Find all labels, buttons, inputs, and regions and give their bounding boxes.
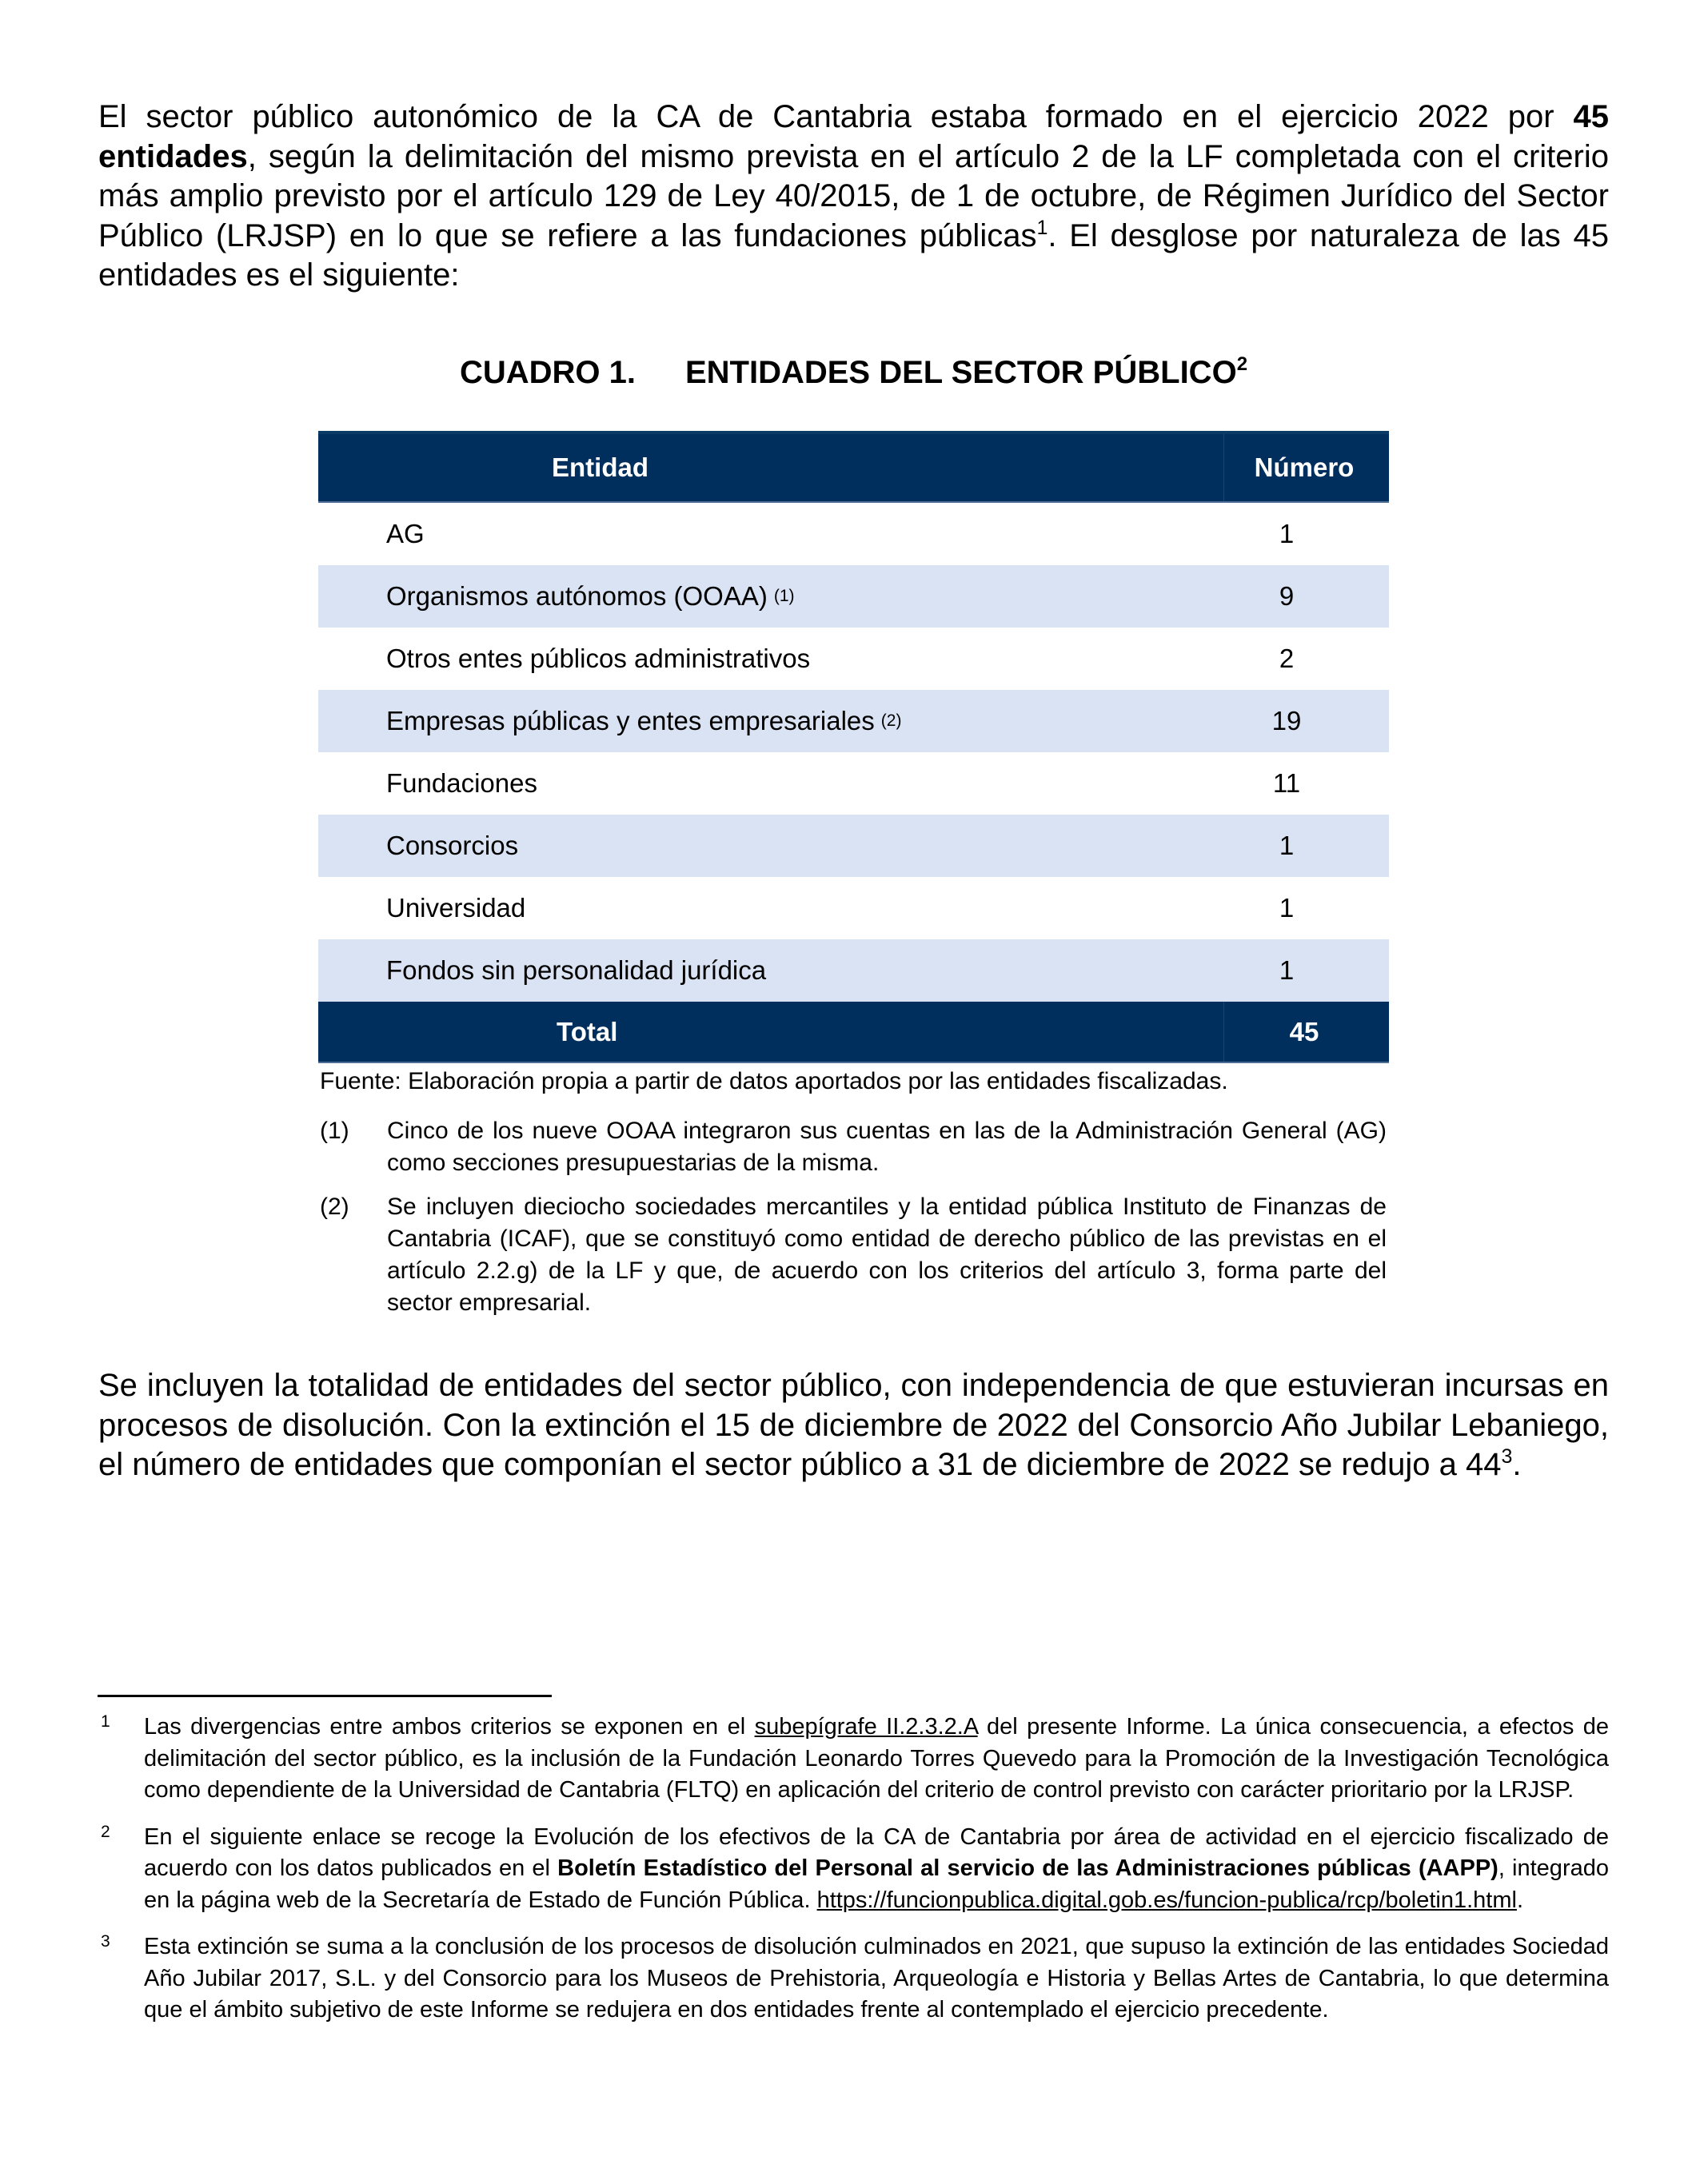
intro-text-2: , según la delimitación del mismo prevista en el artículo 2 de la LF completada con el criterio más amplio previsto por el artículo 129 de Ley 40/2015, de 1 de octubre, de Régimen Jurídico del Sector Público (LRJSP) en lo que se refiere a las fundaciones públicas bbox=[98, 138, 1609, 253]
table-row bbox=[318, 503, 1389, 565]
subepigrafe-link[interactable]: subepígrafe II.2.3.2.A bbox=[754, 1714, 978, 1740]
footnote-text-part: . bbox=[1516, 1887, 1523, 1913]
after-end: . bbox=[1512, 1447, 1522, 1482]
entity-count: 1 bbox=[1279, 831, 1295, 860]
row-entity: Empresas públicas y entes empresariales (2) bbox=[386, 706, 902, 735]
footnote-text-part: , integrado en la página web de la Secretaría de Estado de Función Pública. bbox=[144, 1855, 1609, 1913]
entity-label: Organismos autónomos (OOAA) bbox=[386, 581, 768, 611]
boletin-url-link[interactable]: https://funcionpublica.digital.gob.es/funcion-publica/rcp/boletin1.html bbox=[816, 1887, 1517, 1913]
footnote-bold-title: Boletín Estadístico del Personal al servicio de las Administraciones públicas (AAPP) bbox=[557, 1855, 1498, 1881]
entity-count: 2 bbox=[1279, 644, 1295, 673]
total-number: 45 bbox=[1289, 1016, 1319, 1046]
table-header-row bbox=[318, 431, 1389, 503]
footnote-3 bbox=[98, 1931, 1609, 2027]
row-number bbox=[1224, 565, 1389, 628]
table-row bbox=[318, 939, 1389, 1002]
intro-text-1: El sector público autonómico de la CA de Cantabria estaba formado en el ejercicio 2022 por bbox=[98, 99, 1574, 134]
total-label: Total bbox=[557, 1016, 618, 1046]
row-number bbox=[1224, 939, 1389, 1002]
footnote-text: Esta extinción se suma a la conclusión de los procesos de disolución culminados en 2021, que supuso la extinción de las entidades Sociedad Año Jubilar 2017, S.L. y del Consorcio para los Museos de Prehistoria, Arqueología e Historia y Bellas Artes de Cantabria, lo que determina que el ámbito subjetivo de este Informe se redujera en dos entidades frente al contemplado el ejercicio precedente. bbox=[144, 1934, 1609, 2023]
entities-table bbox=[318, 431, 1389, 1063]
intro-paragraph bbox=[98, 98, 1609, 296]
table-note-text: Cinco de los nueve OOAA integraron sus cuentas en las de la Administración General (AG) como secciones presupuestarias de la misma. bbox=[387, 1118, 1387, 1176]
entity-count: 9 bbox=[1279, 581, 1295, 611]
entity-label: Fondos sin personalidad jurídica bbox=[386, 955, 767, 985]
footnotes bbox=[98, 1712, 1609, 2042]
row-entity bbox=[318, 503, 1224, 565]
entity-label: Fundaciones bbox=[386, 768, 537, 798]
row-number bbox=[1224, 503, 1389, 565]
table-row bbox=[318, 752, 1389, 815]
footnote-text-part: del presente Informe. La única consecuencia, a efectos de delimitación del sector público, es la inclusión de la Fundación Leonardo Torres Quevedo para la Promoción de la Investigación Tecnológica como dependiente de la Universidad de Cantabria (FLTQ) en aplicación del criterio de control previsto con carácter prioritario por la LRJSP. bbox=[144, 1714, 1610, 1803]
entity-count: 1 bbox=[1279, 519, 1295, 548]
header-number bbox=[1224, 434, 1389, 501]
table-total-row bbox=[318, 1002, 1389, 1063]
footnote-text-part: Las divergencias entre ambos criterios se exponen en el bbox=[144, 1714, 755, 1740]
footnote-ref-3[interactable]: 3 bbox=[1501, 1445, 1513, 1468]
intro-text-3: . El desglose por naturaleza de las 45 entidades es el siguiente: bbox=[98, 217, 1609, 293]
footnote-number: 1 bbox=[101, 1712, 110, 1731]
entity-label: Otros entes públicos administrativos bbox=[386, 644, 811, 673]
table-title-text: ENTIDADES DEL SECTOR PÚBLICO bbox=[684, 355, 1237, 390]
footnote-text bbox=[144, 1712, 1609, 1807]
entity-count: 1 bbox=[1279, 893, 1295, 923]
footnote-number: 3 bbox=[101, 1932, 110, 1951]
row-number bbox=[1224, 628, 1389, 690]
row-entity: Organismos autónomos (OOAA) (1) bbox=[386, 581, 795, 611]
entity-label: Empresas públicas y entes empresariales bbox=[386, 706, 875, 735]
row-entity bbox=[318, 877, 1224, 939]
row-number bbox=[1224, 815, 1389, 877]
entity-label: Universidad bbox=[386, 893, 526, 923]
entity-count: 19 bbox=[1271, 706, 1302, 735]
total-label-cell bbox=[318, 1002, 1224, 1062]
table-title-number: CUADRO 1. bbox=[459, 355, 636, 390]
table-row bbox=[318, 565, 1389, 628]
table-row bbox=[318, 628, 1389, 690]
table-note-text: Se incluyen dieciocho sociedades mercantiles y la entidad pública Instituto de Finanzas de Cantabria (ICAF), que se constituyó como entidad de derecho público de las previstas en el artículo 2.2.g) de la LF y que, de acuerdo con los criterios del artículo 3, forma parte del sector empresarial. bbox=[387, 1194, 1387, 1316]
total-number-cell bbox=[1224, 1002, 1389, 1062]
entity-count: 1 bbox=[1279, 955, 1295, 985]
after-table-paragraph bbox=[98, 1366, 1609, 1485]
footnote-number: 2 bbox=[101, 1822, 110, 1841]
table-row bbox=[318, 690, 1389, 752]
table-note-label: (1) bbox=[320, 1118, 349, 1144]
footnote-text-part: En el siguiente enlace se recoge la Evolución de los efectivos de la CA de Cantabria por área de actividad en el ejercicio fiscalizado de acuerdo con los datos publicados en el bbox=[144, 1823, 1609, 1881]
table-source: Fuente: Elaboración propia a partir de datos aportados por las entidades fiscalizadas. bbox=[320, 1068, 1228, 1094]
row-entity bbox=[318, 939, 1224, 1002]
header-entity bbox=[318, 434, 1224, 501]
header-entity-label: Entidad bbox=[552, 452, 648, 482]
entity-label: Consorcios bbox=[386, 831, 519, 860]
entity-label: AG bbox=[386, 519, 425, 548]
table-note bbox=[320, 1115, 1387, 1179]
footnote-text bbox=[144, 1822, 1609, 1917]
table-note-label: (2) bbox=[320, 1194, 349, 1220]
intro-bold-count: 45 entidades bbox=[98, 99, 1609, 174]
footnote-1 bbox=[98, 1712, 1609, 1807]
row-number bbox=[1224, 690, 1389, 752]
table-notes bbox=[320, 1115, 1387, 1331]
table-row bbox=[318, 815, 1389, 877]
row-entity bbox=[318, 628, 1224, 690]
footnote-ref-2[interactable]: 2 bbox=[1236, 353, 1248, 375]
table-note bbox=[320, 1191, 1387, 1319]
footnote-ref-1[interactable]: 1 bbox=[1036, 216, 1048, 239]
row-number bbox=[1224, 752, 1389, 815]
table-title bbox=[318, 350, 1389, 395]
row-number bbox=[1224, 877, 1389, 939]
row-entity bbox=[318, 815, 1224, 877]
after-text: Se incluyen la totalidad de entidades del sector público, con independencia de que estuvieran incursas en procesos de disolución. Con la extinción el 15 de diciembre de 2022 del Consorcio Año Jubilar Lebaniego, el número de entidades que componían el sector público a 31 de diciembre de 2022 se redujo a 44 bbox=[98, 1368, 1609, 1482]
footnote-separator bbox=[98, 1695, 552, 1697]
entity-count: 11 bbox=[1272, 768, 1301, 798]
row-entity bbox=[318, 752, 1224, 815]
header-number-label: Número bbox=[1254, 452, 1355, 482]
table-row bbox=[318, 877, 1389, 939]
footnote-2 bbox=[98, 1822, 1609, 1917]
